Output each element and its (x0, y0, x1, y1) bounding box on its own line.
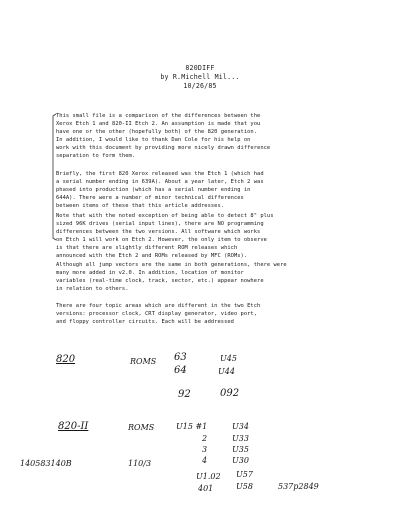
text-line: announced with the Etch 2 and ROMs released by MFC (ROMs). (56, 253, 248, 260)
document-author: by R.Michell Mil... (160, 73, 240, 81)
handwritten-code: 110/3 (128, 459, 152, 468)
text-line: is that there are slightly different ROM releases which (56, 245, 238, 252)
text-line: Note that with the noted exception of being able to detect 8" plus (56, 213, 274, 219)
handwritten-ref-401: 401 (198, 484, 214, 493)
paragraph-topic-areas (56, 302, 356, 326)
handwritten-roms-a: ROMS (130, 357, 157, 366)
document-title: 820DIFF (185, 64, 215, 72)
handwritten-u34: U34 (232, 422, 249, 431)
text-line: versions: processor clock, CRT display generator, video port, (56, 311, 258, 318)
paragraph-intro (56, 112, 356, 161)
handwritten-serial-number: 140583140B (20, 459, 72, 468)
handwritten-part-number: 537p2849 (278, 482, 319, 491)
handwritten-num-64: 64 (174, 365, 187, 376)
handwritten-u102: U1.02 (196, 472, 221, 481)
handwritten-u30: U30 (232, 456, 249, 465)
handwritten-label-820: 820 (56, 354, 76, 365)
handwritten-roms-b: ROMS (128, 423, 155, 432)
text-line: between items of these that this article addresses. (56, 203, 225, 210)
handwritten-digit-2: 2 (202, 434, 208, 443)
paragraph-programming-differences (56, 212, 356, 293)
text-line: There are four topic areas which are different in the two Etch (56, 303, 261, 309)
text-line: work with this document by providing more nicely drawn difference (56, 145, 271, 152)
handwritten-u44: U44 (218, 367, 235, 376)
handwritten-u58: U58 (236, 482, 253, 491)
text-line: on Etch 1 will work on Etch 2. However, the only item to observe (56, 237, 267, 244)
text-line: This small file is a comparison of the differences between the (56, 113, 261, 119)
handwritten-digit-4: 4 (202, 456, 208, 465)
handwritten-digit-3: 3 (202, 445, 208, 454)
handwritten-u45: U45 (220, 354, 237, 363)
text-line: sized 96K drives (serial input lines), there are NO programming (56, 221, 264, 228)
text-line: variables (real-time clock, track, sector, etc.) appear nowhere (56, 277, 264, 284)
handwritten-num-63: 63 (174, 352, 187, 363)
handwritten-u15-1: U15 #1 (176, 422, 208, 431)
text-line: and floppy controller circuits. Each will be addressed (56, 319, 234, 326)
handwritten-u35: U35 (232, 445, 249, 454)
text-line: separation to form them. (56, 153, 136, 160)
text-line: in relation to others. (56, 285, 129, 292)
text-line: have one or the other (hopefully both) of the 820 generation. (56, 129, 258, 136)
paragraph-etch-history (56, 170, 356, 210)
text-line: a serial number ending in 639A). About a year later, Etch 2 was (56, 179, 264, 186)
document-date: 10/26/85 (183, 82, 217, 90)
text-line: Although all jump vectors are the same in both generations, there were (56, 261, 287, 268)
text-line: differences between the two versions. All software which works (56, 229, 261, 236)
text-line: In addition, I would like to thank Dan Cole for his help on (56, 137, 251, 144)
handwritten-label-820-ii: 820-II (58, 421, 89, 432)
text-line: Briefly, the first 820 Xerox released was the Etch 1 (which had (56, 171, 264, 177)
handwritten-u57: U57 (236, 470, 253, 479)
handwritten-u33: U33 (232, 434, 249, 443)
text-line: phased into production (which has a serial number ending in (56, 187, 251, 194)
text-line: many more added in v2.0. In addition, location of monitor (56, 269, 244, 276)
handwritten-num-092: 092 (220, 388, 240, 399)
text-line: 644A). There were a number of minor technical differences (56, 195, 244, 202)
handwritten-num-92: 92 (178, 389, 191, 400)
text-line: Xerox Etch 1 and 820-II Etch 2. An assumption is made that you (56, 121, 261, 128)
